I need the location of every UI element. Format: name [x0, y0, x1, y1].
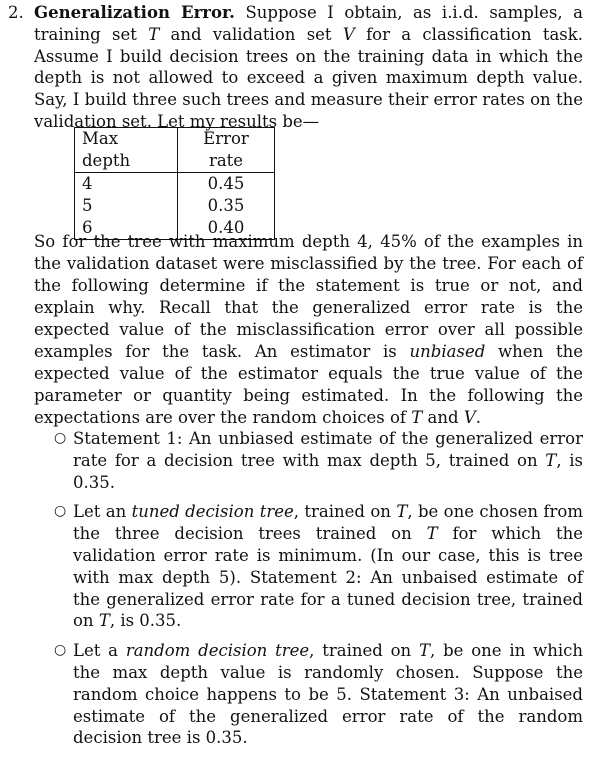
- question-title: Generalization Error.: [34, 3, 235, 22]
- table-header-row: [75, 128, 275, 173]
- training-set-symbol: T: [148, 24, 160, 44]
- table-cell: 5: [75, 195, 178, 217]
- question-number: 2.: [8, 3, 24, 22]
- circle-bullet-icon: ○: [54, 503, 67, 520]
- training-set-symbol: T: [419, 641, 431, 661]
- item-text: , be one in which the max depth value is randomly chosen. Suppose the random choice happens to be 5. Statement 3: An unbaised estimate of the generalized error rate of the random decision tree is 0.35.: [73, 641, 583, 748]
- table-row: [75, 173, 275, 196]
- emphasis-term: tuned decision tree: [131, 502, 294, 522]
- item-text: Let an: [73, 502, 132, 522]
- training-set-symbol: T: [426, 524, 438, 544]
- statement-list: [54, 428, 583, 757]
- paragraph-text: and: [422, 408, 464, 427]
- item-text: Statement 1: An unbiased estimate of the generalized error rate for a decision tree with max depth 5, trained on: [73, 429, 583, 470]
- table-cell: 0.40: [207, 218, 245, 237]
- item-text: , is 0.35.: [109, 611, 182, 631]
- paragraph-text: .: [475, 408, 481, 427]
- item-text: for which the validation error rate is minimum. (In our case, this is tree with max depth 5). Statement 2: An unbaised estimate of the generalized error rate for a tuned decision tree, trained on: [73, 524, 583, 631]
- item-text: , be one chosen from the three decision trees trained on: [73, 502, 583, 544]
- table-cell: 6: [75, 217, 178, 240]
- intro-text: and validation set: [159, 24, 343, 44]
- intro-paragraph: [34, 2, 583, 133]
- emphasis-term: random decision tree: [125, 641, 310, 661]
- intro-text: Suppose I obtain, as i.i.d. samples, a training set: [34, 3, 584, 44]
- list-item: [54, 428, 583, 493]
- list-item: [54, 640, 583, 749]
- table-cell: 0.45: [207, 174, 245, 193]
- intro-text: for a classification task. Assume I build decision trees on the training data in which the depth is not allowed to exceed a given maximum depth value. Say, I build three such trees and measure their error rates on the validation set. Let my results be—: [34, 24, 584, 131]
- table-cell: 0.35: [207, 196, 245, 215]
- table-header-cell: Max depth: [75, 128, 178, 173]
- table-header-cell: Error rate: [178, 128, 275, 173]
- table-cell: 4: [75, 173, 178, 196]
- training-set-symbol: T: [396, 502, 408, 522]
- training-set-symbol: T: [545, 450, 557, 470]
- paragraph-text: So for the tree with maximum depth 4, 45% of the examples in the validation dataset were misclassified by the tree. For each of the following determine if the statement is true or not, and explain why. Recall that the generalized error rate is the expected value of the misclassification error over all possible examples for the task. An estimator is: [34, 232, 583, 361]
- validation-set-symbol: V: [463, 408, 476, 427]
- validation-set-symbol: V: [342, 24, 355, 44]
- emphasis-unbiased: unbiased: [409, 342, 486, 361]
- circle-bullet-icon: ○: [54, 642, 67, 659]
- results-table: [74, 127, 275, 240]
- item-text: Let a: [73, 641, 126, 661]
- list-item: [54, 501, 583, 632]
- item-text: , trained on: [309, 641, 419, 661]
- table-row: [75, 195, 275, 217]
- circle-bullet-icon: ○: [54, 430, 67, 446]
- item-text: , trained on: [293, 502, 397, 522]
- training-set-symbol: T: [98, 611, 110, 631]
- item-text: , is 0.35.: [73, 450, 584, 492]
- training-set-symbol: T: [411, 408, 423, 427]
- explanation-paragraph: [34, 231, 583, 429]
- paragraph-text: when the expected value of the estimator equals the true value of the parameter or quantity being estimated. In the following the expectations are over the random choices of: [34, 342, 583, 427]
